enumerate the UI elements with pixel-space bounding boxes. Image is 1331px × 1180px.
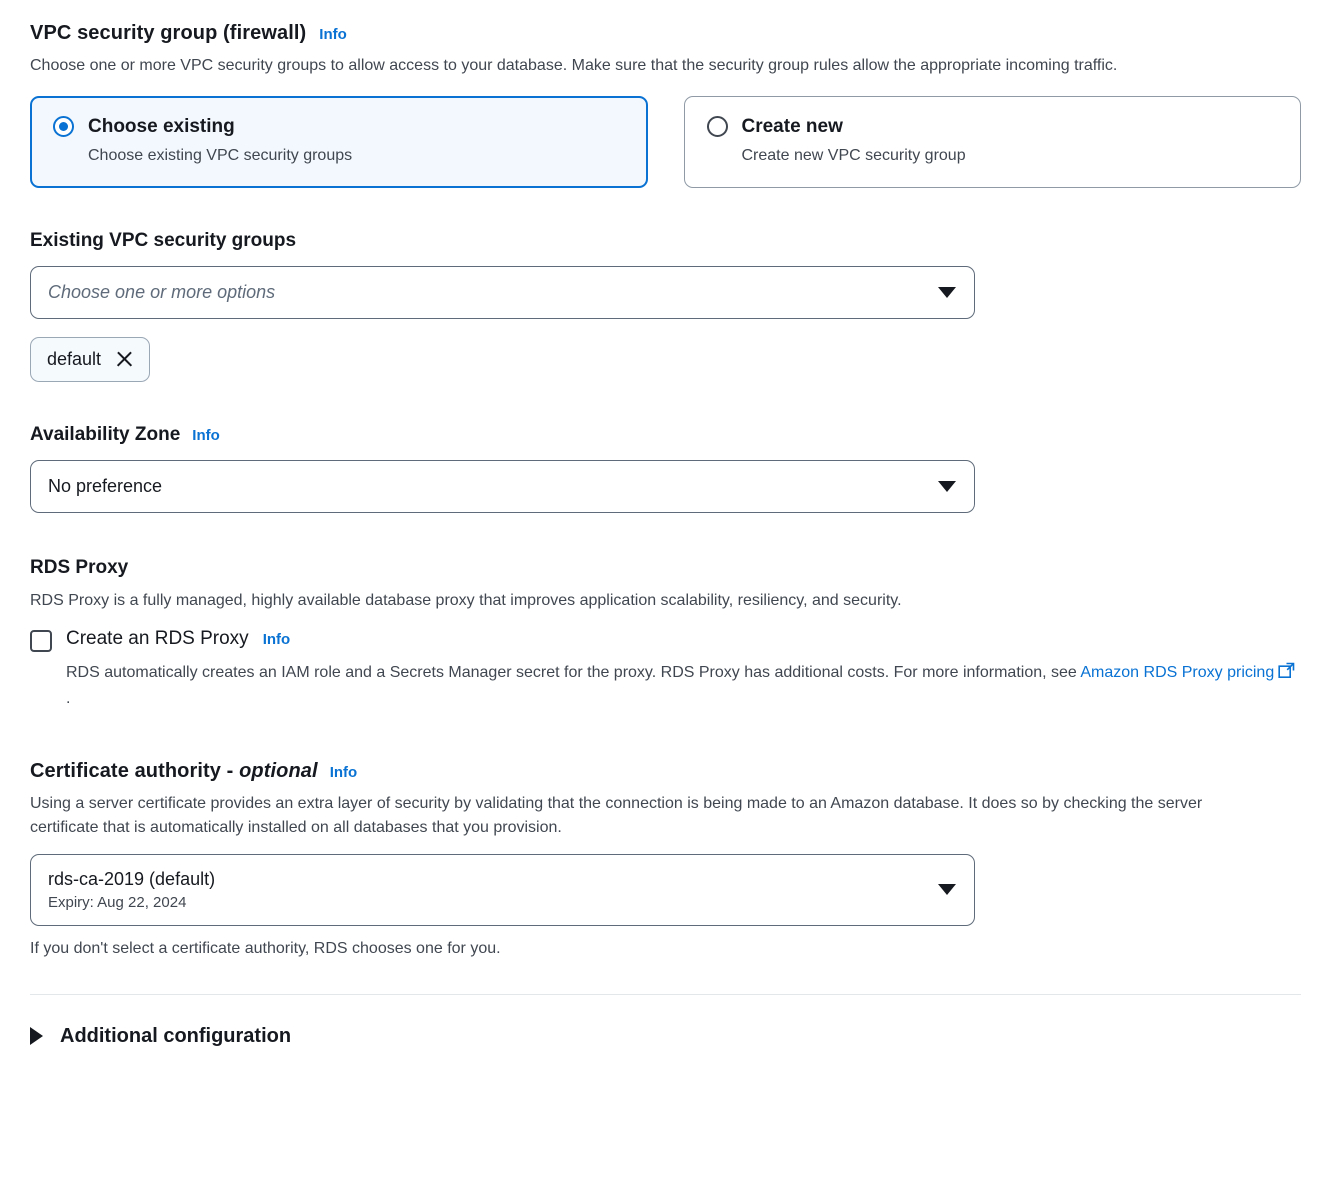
- existing-groups-placeholder: Choose one or more options: [48, 281, 276, 302]
- vpc-security-group-title: VPC security group (firewall): [30, 22, 307, 44]
- option-create-new-label: Create new: [741, 115, 843, 137]
- chevron-right-icon: [30, 1027, 43, 1045]
- existing-groups-select[interactable]: [30, 266, 975, 319]
- certificate-authority-value: rds-ca-2019 (default): [48, 868, 216, 889]
- chevron-down-icon: [938, 287, 956, 298]
- rds-proxy-pricing-link[interactable]: Amazon RDS Proxy pricing: [1080, 663, 1275, 681]
- availability-zone-label: Availability Zone: [30, 423, 181, 445]
- certificate-authority-title: [30, 760, 318, 783]
- certificate-authority-heading: [30, 760, 1301, 783]
- chevron-down-icon: [938, 481, 956, 492]
- certificate-authority-description: Using a server certificate provides an extra layer of security by validating that the connection is being made to an Amazon database. It does so by checking the server certificate that is automatically installed on all databases that you provision.: [30, 795, 1203, 836]
- availability-zone-heading: [30, 424, 1301, 446]
- option-choose-existing-head: [53, 116, 625, 138]
- rds-proxy-checkbox-row[interactable]: [30, 628, 1301, 652]
- vpc-security-group-heading: [30, 22, 1301, 45]
- certificate-authority-title-optional: optional: [239, 760, 318, 783]
- external-link-icon: [1278, 662, 1295, 687]
- token-label: default: [47, 348, 102, 369]
- option-choose-existing-sub: Choose existing VPC security groups: [88, 146, 353, 164]
- certificate-authority-helper: If you don't select a certificate authority, RDS chooses one for you.: [30, 939, 501, 957]
- certificate-authority-select[interactable]: [30, 854, 975, 926]
- close-icon[interactable]: [115, 350, 133, 368]
- rds-proxy-help: [66, 661, 1296, 710]
- certificate-authority-title-main: Certificate authority -: [30, 760, 240, 783]
- radio-create-new-icon[interactable]: [707, 116, 728, 137]
- certificate-authority-info-link[interactable]: Info: [329, 764, 358, 782]
- rds-proxy-description: RDS Proxy is a fully managed, highly available database proxy that improves application scalability, resiliency, and security.: [30, 591, 902, 609]
- option-create-new[interactable]: [684, 96, 1302, 188]
- availability-zone-value: No preference: [48, 475, 163, 496]
- availability-zone-info-link[interactable]: Info: [192, 426, 220, 444]
- option-choose-existing[interactable]: [30, 96, 648, 188]
- vpc-security-group-description: Choose one or more VPC security groups to allow access to your database. Make sure that the security group rules allow the appropriate incoming traffic.: [30, 57, 1118, 74]
- rds-proxy-help-prefix: RDS automatically creates an IAM role and a Secrets Manager secret for the proxy. RDS Proxy has additional costs. For more information, see: [66, 663, 1081, 681]
- checkbox-create-rds-proxy[interactable]: [30, 630, 52, 652]
- option-create-new-head: [707, 116, 1279, 138]
- radio-choose-existing-icon[interactable]: [53, 116, 74, 137]
- rds-proxy-checkbox-label: Create an RDS Proxy: [66, 627, 249, 649]
- rds-proxy-title: RDS Proxy: [30, 556, 129, 578]
- rds-proxy-info-link[interactable]: Info: [262, 630, 291, 648]
- vpc-security-group-options: [30, 96, 1301, 188]
- additional-configuration-label: Additional configuration: [60, 1024, 292, 1047]
- vpc-security-group-info-link[interactable]: Info: [319, 26, 347, 43]
- option-create-new-sub: Create new VPC security group: [741, 146, 966, 164]
- rds-proxy-help-suffix: .: [66, 689, 71, 707]
- additional-configuration-toggle[interactable]: [0, 995, 1331, 1048]
- option-choose-existing-label: Choose existing: [88, 115, 235, 137]
- existing-groups-token-default[interactable]: [30, 337, 150, 382]
- chevron-down-icon: [938, 884, 956, 895]
- existing-groups-label: Existing VPC security groups: [30, 229, 297, 251]
- rds-proxy-checkbox-main: [66, 628, 290, 650]
- certificate-authority-expiry: Expiry: Aug 22, 2024: [48, 893, 187, 911]
- certificate-authority-value-stack: [48, 869, 215, 911]
- availability-zone-select[interactable]: [30, 460, 975, 513]
